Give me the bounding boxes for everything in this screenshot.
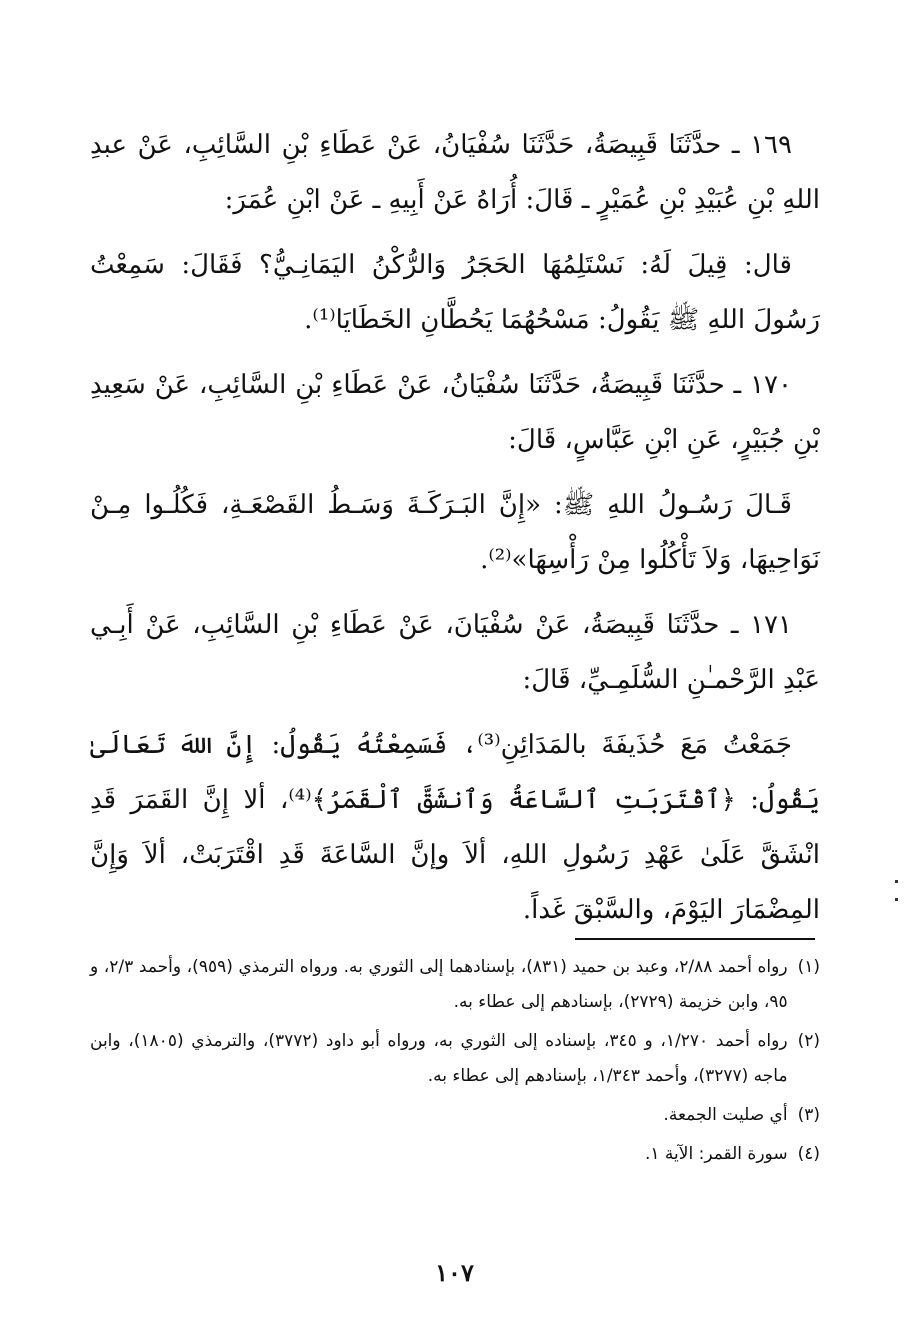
footnote-text: سورة القمر: الآية ١.	[644, 1144, 788, 1164]
hadith-171-matn: جَمَعْتُ مَعَ حُذَيفَةَ بالمَدَائِنِ⁽³⁾، فَسَمِعْتُهُ يَقُولُ: إِنَّ اللهَ تَعَالَىٰ يَقُولُ: ﴿ٱقْتَرَبَتِ ٱلسَّاعَةُ وَٱنشَقَّ ٱلْقَمَرُ﴾⁽⁴⁾، ألا إِنَّ القَمَرَ قَدِ انْشَقَّ عَلَىٰ عَهْدِ رَسُولِ اللهِ، ألاَ وإنَّ السَّاعَةَ قَدِ اقْتَرَبَتْ، ألاَ وَإِنَّ المِضْمَارَ اليَوْمَ، والسَّبْقَ غَداً.	[90, 730, 820, 925]
footnote-1	[90, 950, 820, 1020]
footnote-number: (٢)	[797, 1031, 820, 1051]
footnote-separator	[575, 938, 815, 940]
footnote-text: رواه أحمد ١/٢٧٠، و ٣٤٥، بإسناده إلى الثوري به، ورواه أبو داود (٣٧٧٢)، والترمذي (١٨٠٥)، وابن ماجه (٣٢٧٧)، وأحمد ١/٣٤٣، بإسنادهم إلى عطاء به.	[90, 1031, 788, 1086]
hadith-169-matn: قال: قِيلَ لَهُ: نَسْتَلِمُهَا الحَجَرُ وَالرُّكْنُ اليَمَانِـيُّ؟ فَقَالَ: سَمِعْتُ رَسُولَ اللهِ ﷺ يَقُولُ: مَسْحُهُمَا يَحُطَّانِ الخَطَايَا⁽¹⁾.	[90, 250, 820, 335]
page-number: ١٠٧	[435, 1258, 474, 1287]
scan-speck	[895, 898, 898, 901]
footnote-text: أي صليت الجمعة.	[663, 1105, 788, 1125]
footnote-number: (٣)	[797, 1105, 820, 1125]
footnote-4	[90, 1137, 820, 1172]
footnote-3	[90, 1098, 820, 1133]
main-text	[90, 118, 820, 948]
footnote-number: (٤)	[797, 1144, 820, 1164]
footnote-number: (١)	[797, 957, 820, 977]
hadith-171-isnad: ١٧١ ـ حدَّثَنَا قَبِيصَةُ، عَنْ سُفْيَانَ، عَنْ عَطَاءِ بْنِ السَّائِبِ، عَنْ أَبِـي عَبْدِ الرَّحْمـٰنِ السُّلَمِـيِّ، قَالَ:	[90, 610, 820, 695]
footnotes	[90, 950, 820, 1176]
scan-speck	[895, 880, 898, 883]
hadith-169-isnad: ١٦٩ ـ حدَّثَنَا قَبِيصَةُ، حَدَّثَنَا سُفْيَانُ، عَنْ عَطَاءِ بْنِ السَّائِبِ، عَنْ عبدِ اللهِ بْنِ عُبَيْدِ بْنِ عُمَيْرٍ ـ قَالَ: أُرَاهُ عَنْ أَبِيهِ ـ عَنْ ابْنِ عُمَرَ:	[90, 130, 820, 215]
footnote-text: رواه أحمد ٢/٨٨، وعبد بن حميد (٨٣١)، بإسنادهما إلى الثوري به. ورواه الترمذي (٩٥٩)، وأحمد ٢/٣، و ٩٥، وابن خزيمة (٢٧٢٩)، بإسنادهم إلى عطاء به.	[90, 957, 788, 1012]
footnote-2	[90, 1024, 820, 1094]
hadith-170-matn: قَـالَ رَسُـولُ اللهِ ﷺ: «إِنَّ البَـرَكَـةَ وَسَـطُ القَصْعَـةِ، فَكُلُـوا مِـنْ نَوَاحِيهَا، وَلاَ تَأْكُلُوا مِنْ رَأْسِهَا»⁽²⁾.	[90, 490, 820, 575]
hadith-170-isnad: ١٧٠ ـ حدَّثَنَا قَبِيصَةُ، حَدَّثَنَا سُفْيَانُ، عَنْ عَطَاءِ بْنِ السَّائِبِ، عَنْ سَعِيدِ بْنِ جُبَيْرٍ، عَنِ ابْنِ عَبَّاسٍ، قَالَ:	[90, 370, 820, 455]
